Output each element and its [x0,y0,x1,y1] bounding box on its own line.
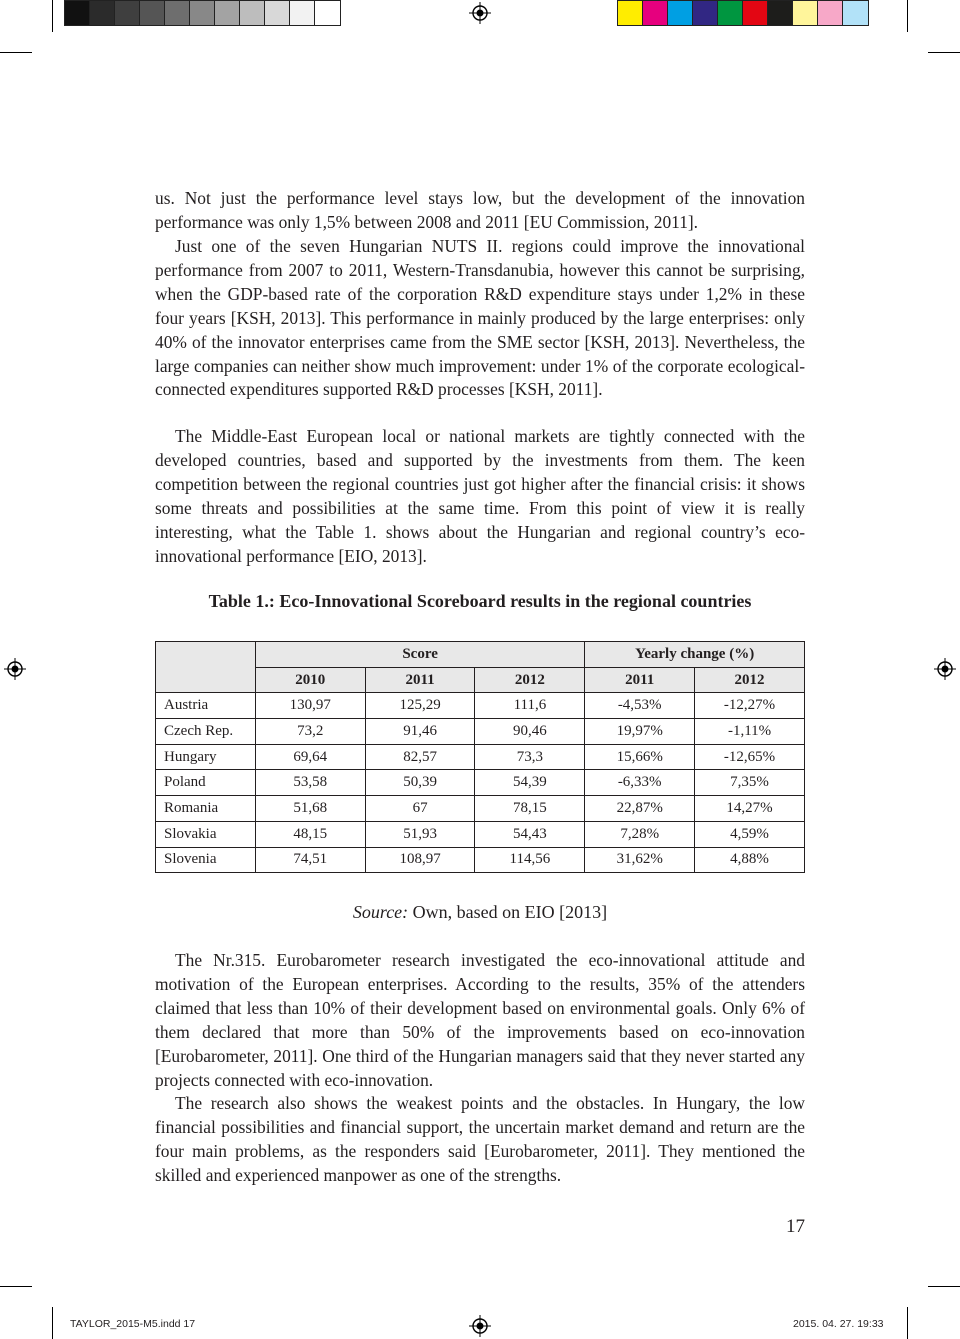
table-cell: -12,65% [695,744,805,770]
year-header: 2012 [695,667,805,693]
country-cell: Slovenia [156,847,256,873]
table-cell: 19,97% [585,719,695,745]
table-row [156,796,805,822]
gray-swatch [240,1,265,25]
table-cell: 22,87% [585,796,695,822]
table-cell: 125,29 [365,693,475,719]
table-cell: 82,57 [365,744,475,770]
table-cell: 4,88% [695,847,805,873]
gray-swatch [115,1,140,25]
color-swatch [693,1,718,25]
table-source [155,902,805,923]
table-cell: 73,2 [255,719,365,745]
paragraph-intro: us. Not just the performance level stays low, but the development of the innovation performance was only 1,5% between 2008 and 2011 [EU Commission, 2011]. [155,188,805,232]
registration-mark-icon [469,2,491,24]
slug-date: 2015. 04. 27. 19:33 [793,1318,884,1330]
year-header: 2012 [475,667,585,693]
slug-filename: TAYLOR_2015-M5.indd 17 [70,1318,196,1330]
table-cell: 7,28% [585,821,695,847]
table-header-row [156,642,805,668]
scoreboard-table [155,641,805,873]
table-row [156,744,805,770]
country-cell: Czech Rep. [156,719,256,745]
year-header: 2010 [255,667,365,693]
table-cell: 108,97 [365,847,475,873]
table-row [156,693,805,719]
registration-mark-icon [934,658,956,680]
table-cell: 74,51 [255,847,365,873]
color-swatch [818,1,843,25]
crop-mark [52,1307,53,1339]
crop-mark [52,0,53,32]
country-cell: Romania [156,796,256,822]
color-swatch [843,1,868,25]
table-row [156,719,805,745]
country-cell: Hungary [156,744,256,770]
color-swatch [793,1,818,25]
color-swatch [668,1,693,25]
registration-mark-icon [4,658,26,680]
yearly-change-header: Yearly change (%) [585,642,805,668]
table-cell: 4,59% [695,821,805,847]
table-cell: 130,97 [255,693,365,719]
gray-swatch [65,1,90,25]
table-caption: Table 1.: Eco-Innovational Scoreboard results in the regional countries [208,591,752,611]
color-swatch [768,1,793,25]
registration-mark-icon [469,1315,491,1337]
table-cell: 67 [365,796,475,822]
table-cell: -12,27% [695,693,805,719]
paragraph-obstacles: The research also shows the weakest points and the obstacles. In Hungary, the low financial possibilities and financial support, the uncertain market demand and return are the four main problems, as the responders said [Eurobarometer, 2011]. They mentioned the skilled and experienced manpower as one of the strengths. [155,1093,805,1185]
table-cell: 15,66% [585,744,695,770]
table-cell: 48,15 [255,821,365,847]
table-cell: 53,58 [255,770,365,796]
crop-mark [928,52,960,53]
table-cell: -1,11% [695,719,805,745]
table-cell: 14,27% [695,796,805,822]
crop-mark [0,1286,32,1287]
table-cell: 73,3 [475,744,585,770]
table-cell: 51,68 [255,796,365,822]
gray-swatch [140,1,165,25]
color-swatch [618,1,643,25]
table-cell: 90,46 [475,719,585,745]
paragraph-eurobarometer: The Nr.315. Eurobarometer research investigated the eco-innovational attitude and motivation of the European enterprises. According to the results, 35% of the attenders claimed that less than 10% of their development based on environmental goals. Only 6% of them declared that more than 50% of the improvements based on eco-innovation [Eurobarometer, 2011]. One third of the Hungarian managers said that they never started any projects connected with eco-innovation. [155,950,805,1090]
table-cell: -6,33% [585,770,695,796]
table-row [156,821,805,847]
table-cell: -4,53% [585,693,695,719]
table-cell: 7,35% [695,770,805,796]
crop-mark [907,0,908,32]
table-cell: 78,15 [475,796,585,822]
color-swatch [643,1,668,25]
grayscale-bar [64,0,341,26]
gray-swatch [190,1,215,25]
table-cell: 69,64 [255,744,365,770]
source-label: Source: [352,902,409,922]
page-number: 17 [786,1216,805,1237]
country-cell: Slovakia [156,821,256,847]
table-cell: 54,43 [475,821,585,847]
gray-swatch [290,1,315,25]
country-cell: Poland [156,770,256,796]
table-cell: 31,62% [585,847,695,873]
paragraph-nuts-regions: Just one of the seven Hungarian NUTS II. regions could improve the innovational performance from 2007 to 2011, Western-Transdanubia, however this cannot be surprising, when the GDP-based rate of the corporation R&D expenditure stays under 1,2% in these four years [KSH, 2013]. This performance in mainly produced by the large enterprises: only 40% of the innovator enterprises came from the SME sector [KSH, 2013]. Nevertheless, the large companies can neither show much improvement: under 1% of the corporate ecological-connected expenditures supported R&D processes [KSH, 2011]. [155,236,805,400]
table-row [156,847,805,873]
crop-mark [0,52,32,53]
color-bar [617,0,869,26]
crop-mark [928,1286,960,1287]
table-cell: 111,6 [475,693,585,719]
color-swatch [718,1,743,25]
year-header: 2011 [585,667,695,693]
score-header: Score [255,642,584,668]
table-cell: 114,56 [475,847,585,873]
gray-swatch [315,1,340,25]
crop-mark [907,1307,908,1339]
table-cell: 50,39 [365,770,475,796]
gray-swatch [90,1,115,25]
table-row [156,770,805,796]
gray-swatch [265,1,290,25]
year-header: 2011 [365,667,475,693]
paragraph-markets: The Middle-East European local or national markets are tightly connected with the developed countries, based and supported by the investments from them. The keen competition between the regional countries just got higher after the financial crisis: it shows some threats and possibilities at the same time. From this point of view it is really interesting, what the Table 1. shows about the Hungarian and regional country’s eco-innovational performance [EIO, 2013]. [155,426,805,566]
color-swatch [743,1,768,25]
corner-cell [156,642,256,693]
table-cell: 54,39 [475,770,585,796]
source-text: Own, based on EIO [2013] [412,902,608,922]
gray-swatch [165,1,190,25]
country-cell: Austria [156,693,256,719]
gray-swatch [215,1,240,25]
table-cell: 51,93 [365,821,475,847]
table-cell: 91,46 [365,719,475,745]
